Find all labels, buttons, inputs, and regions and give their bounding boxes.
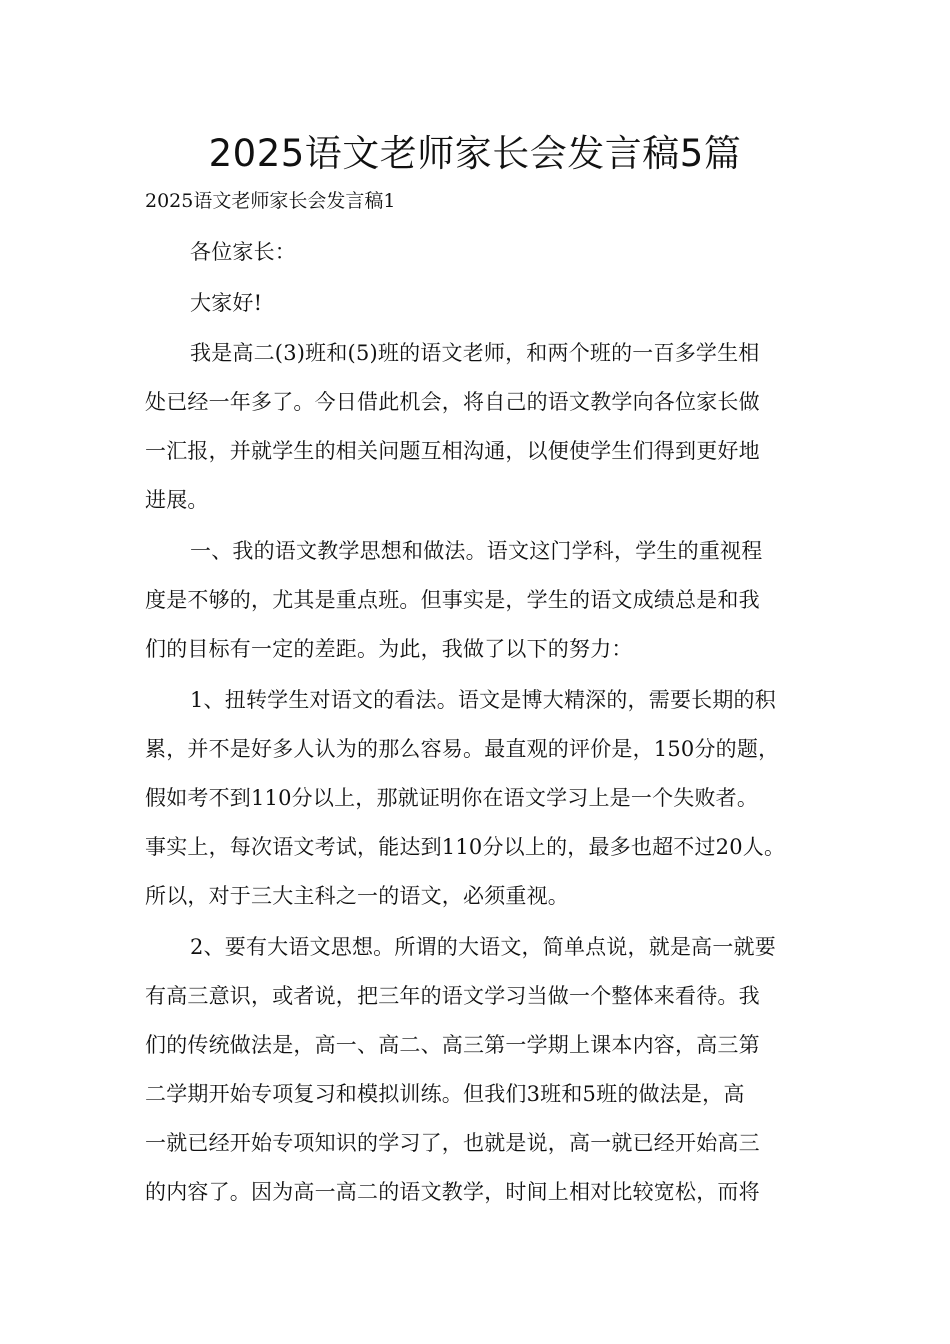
section-heading: 2025语文老师家长会发言稿1 [145, 190, 396, 212]
text-line: 2、要有大语文思想。所谓的大语文，简单点说，就是高一就要 [190, 935, 776, 959]
text-line: 处已经一年多了。今日借此机会，将自己的语文教学向各位家长做 [145, 390, 760, 414]
text-line: 有高三意识，或者说，把三年的语文学习当做一个整体来看待。我 [145, 984, 760, 1008]
text-line: 们的目标有一定的差距。为此，我做了以下的努力： [145, 637, 633, 661]
text-line: 度是不够的，尤其是重点班。但事实是，学生的语文成绩总是和我 [145, 588, 760, 612]
text-line: 进展。 [145, 488, 209, 512]
text-line: 一汇报，并就学生的相关问题互相沟通，以便使学生们得到更好地 [145, 439, 760, 463]
text-line: 们的传统做法是，高一、高二、高三第一学期上课本内容，高三第 [145, 1033, 760, 1057]
text-line: 的内容了。因为高一高二的语文教学，时间上相对比较宽松，而将 [145, 1180, 760, 1204]
text-line: 累，并不是好多人认为的那么容易。最直观的评价是，150分的题， [145, 737, 780, 761]
text-line: 二学期开始专项复习和模拟训练。但我们3班和5班的做法是，高 [145, 1082, 745, 1106]
text-line: 所以，对于三大主科之一的语文，必须重视。 [145, 884, 569, 908]
text-line: 我是高二(3)班和(5)班的语文老师，和两个班的一百多学生相 [190, 341, 760, 365]
document-title: 2025语文老师家长会发言稿5篇 [208, 132, 742, 175]
text-line: 事实上，每次语文考试，能达到110分以上的，最多也超不过20人。 [145, 835, 786, 859]
text-line: 1、扭转学生对语文的看法。语文是博大精深的，需要长期的积 [190, 688, 776, 712]
text-line: 一就已经开始专项知识的学习了，也就是说，高一就已经开始高三 [145, 1131, 760, 1155]
text-line: 假如考不到110分以上，那就证明你在语文学习上是一个失败者。 [145, 786, 759, 810]
text-line: 大家好! [190, 291, 263, 315]
text-line: 各位家长： [190, 240, 296, 264]
text-line: 一、我的语文教学思想和做法。语文这门学科，学生的重视程 [190, 539, 763, 563]
